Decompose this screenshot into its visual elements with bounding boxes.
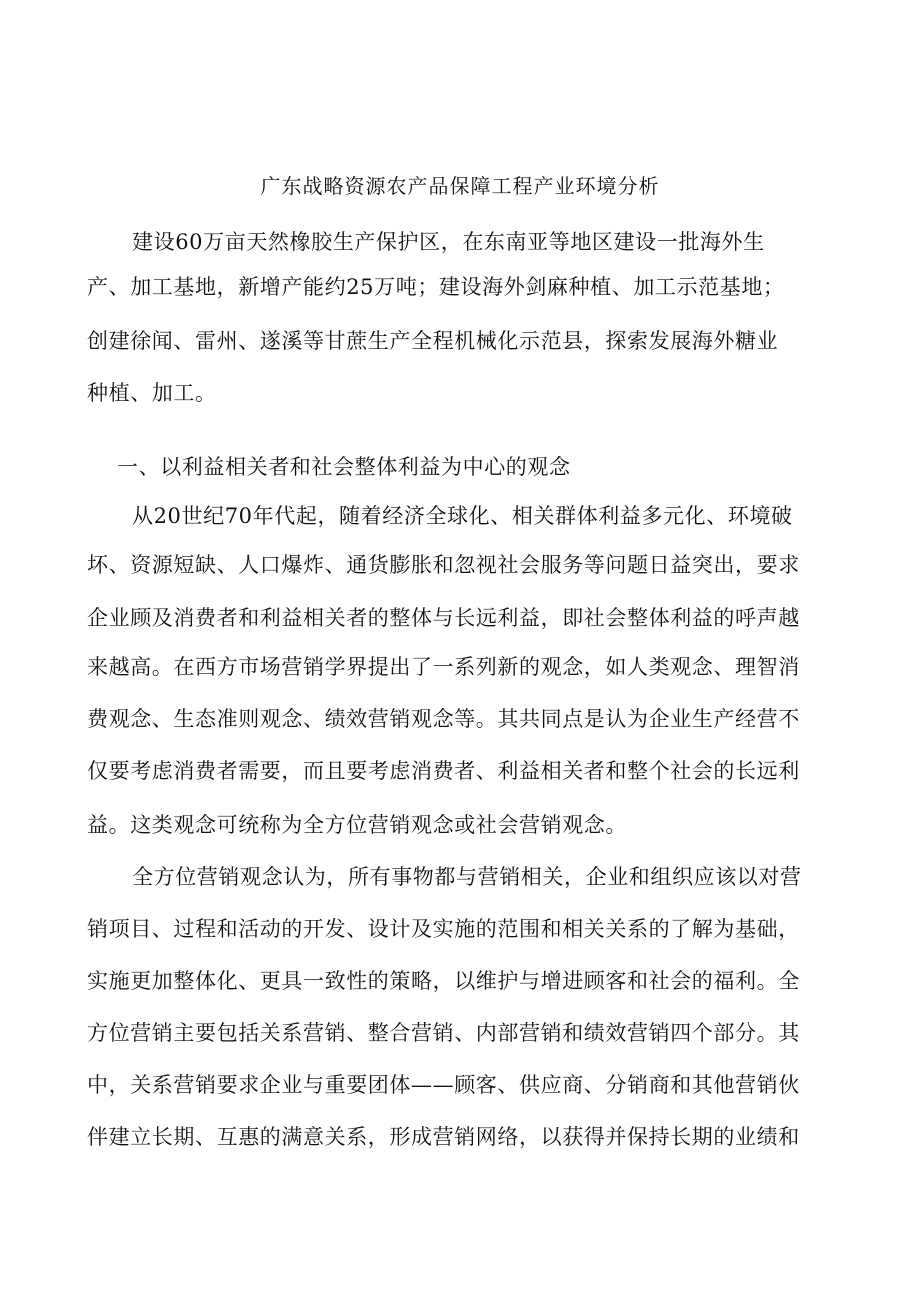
paragraph-line: 全方位营销观念认为，所有事物都与营销相关，企业和组织应该以对营: [132, 865, 802, 889]
paragraph-line: 坏、资源短缺、人口爆炸、通货膨胀和忽视社会服务等问题日益突出，要求: [87, 553, 800, 577]
intro-line: 产、加工基地，新增产能约25万吨；建设海外剑麻种植、加工示范基地；: [87, 275, 785, 299]
paragraph-line: 伴建立长期、互惠的满意关系，形成营销网络，以获得并保持长期的业绩和: [87, 1125, 800, 1149]
paragraph-line: 费观念、生态准则观念、绩效营销观念等。其共同点是认为企业生产经营不: [87, 707, 800, 731]
intro-line: 建设60万亩天然橡胶生产保护区，在东南亚等地区建设一批海外生: [132, 230, 765, 254]
paragraph-line: 来越高。在西方市场营销学界提出了一系列新的观念，如人类观念、理智消: [87, 655, 800, 679]
paragraph-line: 企业顾及消费者和利益相关者的整体与长远利益，即社会整体利益的呼声越: [87, 606, 800, 630]
intro-line: 种植、加工。: [87, 381, 217, 405]
paragraph-line: 中，关系营销要求企业与重要团体——顾客、供应商、分销商和其他营销伙: [87, 1073, 800, 1097]
paragraph-line: 从20世纪70年代起，随着经济全球化、相关群体利益多元化、环境破: [132, 504, 793, 528]
paragraph-line: 实施更加整体化、更具一致性的策略，以维护与增进顾客和社会的福利。全: [87, 969, 800, 993]
paragraph-line: 销项目、过程和活动的开发、设计及实施的范围和相关关系的了解为基础，: [87, 917, 800, 941]
paragraph-line: 仅要考虑消费者需要，而且要考虑消费者、利益相关者和整个社会的长远利: [87, 759, 800, 783]
paragraph-line: 方位营销主要包括关系营销、整合营销、内部营销和绩效营销四个部分。其: [87, 1021, 800, 1045]
section-heading: 一、以利益相关者和社会整体利益为中心的观念: [117, 455, 571, 479]
intro-line: 创建徐闻、雷州、遂溪等甘蔗生产全程机械化示范县，探索发展海外糖业: [87, 329, 779, 353]
paragraph-line: 益。这类观念可统称为全方位营销观念或社会营销观念。: [87, 813, 627, 837]
document-title: 广东战略资源农产品保障工程产业环境分析: [260, 174, 660, 198]
